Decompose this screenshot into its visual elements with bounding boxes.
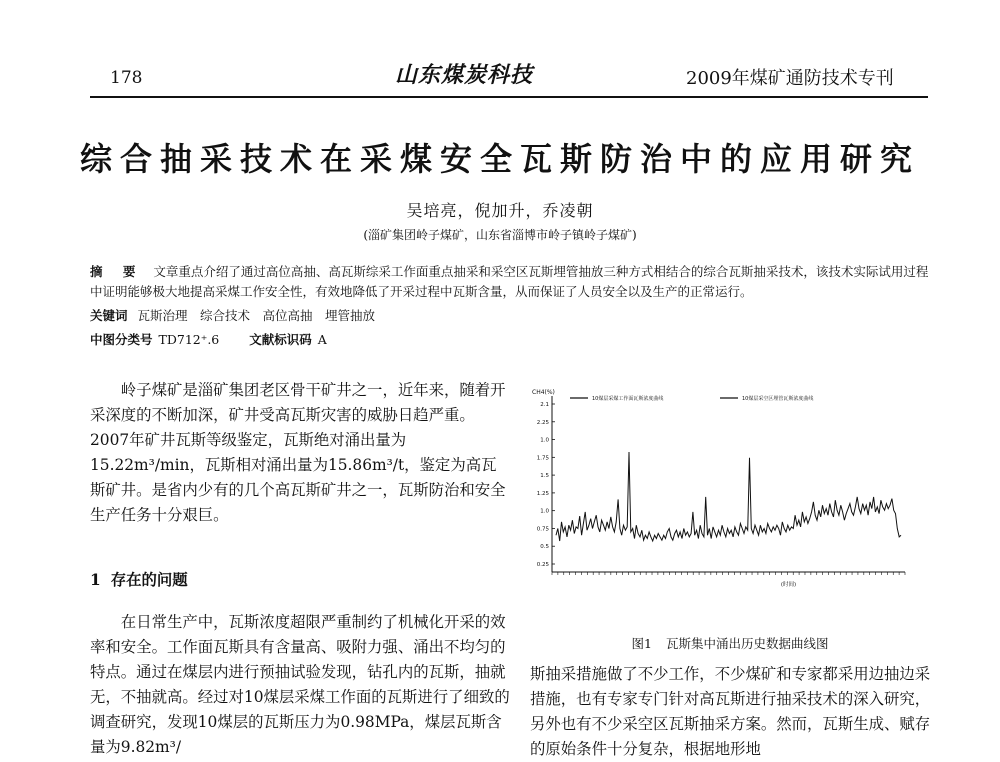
y-tick-label: 0.75 (536, 526, 549, 533)
article-title: 综合抽采技术在采煤安全瓦斯防治中的应用研究 (79, 140, 920, 178)
abstract (90, 262, 930, 302)
paragraph-right-text: 斯抽采措施做了不少工作，不少煤矿和专家都采用边抽边采措施，也有专家专门针对高瓦斯进行抽采技术的深入研究，另外也有不少采空区瓦斯抽采方案。然而，瓦斯生成、赋存的原始条件十分复杂，根据地形地 (530, 665, 931, 758)
doc-code-label: 文献标识码 (249, 332, 312, 347)
y-tick-label: 2.1 (540, 402, 549, 408)
y-tick-label: 0.5 (540, 544, 549, 551)
header-rule (90, 96, 928, 98)
figure-caption (530, 634, 930, 652)
doc-code-value: A (317, 332, 327, 347)
clc-value: TD712⁺.6 (158, 332, 220, 347)
x-axis-label: (时间) (780, 582, 797, 588)
y-tick-label: 1.75 (536, 455, 549, 462)
y-tick-label: 2.25 (536, 419, 549, 426)
y-tick-label: 1.0 (540, 508, 549, 515)
paragraph-intro-text: 岭子煤矿是淄矿集团老区骨干矿井之一，近年来，随着开采深度的不断加深，矿井受高瓦斯灾害的威胁日趋严重。2007年矿井瓦斯等级鉴定，瓦斯绝对涌出量为15.22m³/min，瓦斯相对涌出量为15.86m³/t，鉴定为高瓦斯矿井。是省内少有的几个高瓦斯矿井之一，瓦斯防治和安全生产任务十分艰巨。 (90, 381, 506, 524)
legend-entry-2: 10煤层采空区埋管瓦斯浓度曲线 (742, 396, 814, 402)
paragraph-right-column (530, 662, 935, 762)
y-tick-label: 1.0 (540, 437, 549, 444)
section-heading-1 (90, 568, 188, 590)
author-affiliation: (淄矿集团岭子煤矿，山东省淄博市岭子镇岭子煤矿) (363, 228, 637, 242)
y-tick-label: 1.25 (536, 490, 549, 497)
keywords-label: 关键词 (90, 308, 128, 323)
keywords (90, 306, 375, 324)
series-line-1 (556, 452, 901, 541)
y-tick-label: 0.25 (536, 562, 549, 568)
paragraph-intro (90, 378, 510, 528)
clc-label: 中图分类号 (90, 332, 153, 347)
article-authors: 吴培亮，倪加升，乔凌朝 (406, 201, 594, 220)
section-number: 1 (90, 571, 101, 589)
legend-entry-1: 10煤层采煤工作面瓦斯浓度曲线 (592, 396, 664, 402)
abstract-label: 摘 要 (90, 264, 144, 279)
classification-line (90, 330, 327, 348)
journal-logo: 山东煤炭科技 (395, 62, 534, 88)
abstract-text: 文章重点介绍了通过高位高抽、高瓦斯综采工作面重点抽采和采空区瓦斯埋管抽放三种方式相结合的综合瓦斯抽采技术，该技术实际试用过程中证明能够极大地提高采煤工作安全性，有效地降低了开采过程中瓦斯含量，从而保证了人员安全以及生产的正常运行。 (90, 264, 929, 299)
figure-caption-text: 瓦斯集中涌出历史数据曲线图 (665, 636, 829, 651)
issue-title: 2009年煤矿通防技术专刊 (686, 68, 894, 89)
gas-concentration-chart (530, 384, 930, 596)
paragraph-problems (90, 610, 510, 760)
y-axis-label: CH4(%) (532, 389, 555, 396)
keywords-text: 瓦斯治理 综合技术 高位高抽 埋管抽放 (137, 308, 376, 323)
figure-number: 图1 (631, 636, 652, 651)
paragraph-problems-text: 在日常生产中，瓦斯浓度超限严重制约了机械化开采的效率和安全。工作面瓦斯具有含量高、吸附力强、涌出不均匀的特点。通过在煤层内进行预抽试验发现，钻孔内的瓦斯，抽就无，不抽就高。经过对10煤层采煤工作面的瓦斯进行了细致的调查研究，发现10煤层的瓦斯压力为0.98MPa，煤层瓦斯含量为9.82m³/ (90, 613, 510, 756)
section-title: 存在的问题 (110, 571, 188, 589)
y-tick-label: 1.5 (540, 473, 549, 480)
page-number: 178 (110, 68, 143, 88)
